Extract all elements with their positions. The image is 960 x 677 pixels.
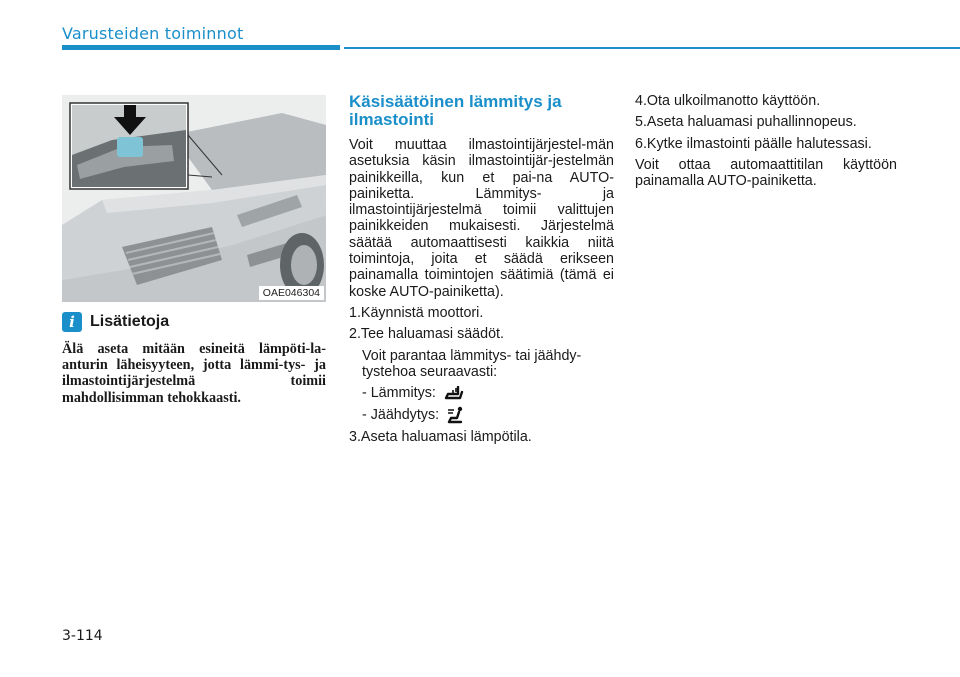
step-5: 5.Aseta haluamasi puhallinnopeus. xyxy=(635,114,857,131)
info-body: Älä aseta mitään esineitä lämpöti-la-anturin läheisyyteen, jotta lämmi-tys- ja ilmastointijärjestelmä toimii mahdollisimman tehokkaasti. xyxy=(62,341,326,406)
step-1: 1.Käynnistä moottori. xyxy=(349,304,484,321)
step-3: 3.Aseta haluamasi lämpötila. xyxy=(349,429,532,446)
figure-code: OAE046304 xyxy=(259,286,324,300)
manual-section xyxy=(349,93,614,446)
page-number: 3-114 xyxy=(62,628,103,644)
info-icon: i xyxy=(62,312,82,332)
cooling-line xyxy=(362,406,614,424)
cooling-label: - Jäähdytys: xyxy=(362,407,440,424)
face-vent-icon xyxy=(447,406,467,424)
step-2-note: Voit parantaa lämmitys- tai jäähdy-tystehoa seuraavasti: xyxy=(362,347,582,380)
header-rule-thick xyxy=(62,45,340,50)
step-6: 6.Kytke ilmastointi päälle halutessasi. xyxy=(635,135,872,152)
manual-section-continued xyxy=(635,93,897,189)
manual-intro: Voit muuttaa ilmastointijärjestel-män asetuksia käsin ilmastointijär-jestelmän painikkeilla, kun et pai-na AUTO-painiketta. Lämmitys- ja ilmastointijärjestelmä toimii valittujen painikkeiden mukaisesti. Järjestelmä säätää automaattisesti kaikkia niitä toimintoja, joita et säädä erikseen painamalla toimintojen säätimiä (tämä ei koske AUTO-painiketta). xyxy=(349,137,614,300)
step-2: 2.Tee haluamasi säädöt. xyxy=(349,326,504,343)
manual-heading: Käsisäätöinen lämmitys ja ilmastointi xyxy=(349,92,562,129)
heating-label: - Lämmitys: xyxy=(362,385,436,402)
info-title: Lisätietoja xyxy=(90,313,170,330)
heating-line xyxy=(362,385,614,401)
step-4: 4.Ota ulkoilmanotto käyttöön. xyxy=(635,93,821,109)
info-header xyxy=(62,312,169,332)
section-title: Varusteiden toiminnot xyxy=(62,24,244,43)
floor-heat-icon xyxy=(444,386,464,400)
header-rule-thin xyxy=(344,47,960,49)
step-7: Voit ottaa automaattitilan käyttöön painamalla AUTO-painiketta. xyxy=(635,156,897,190)
car-front-illustration xyxy=(62,95,326,302)
car-illustration xyxy=(62,95,326,302)
